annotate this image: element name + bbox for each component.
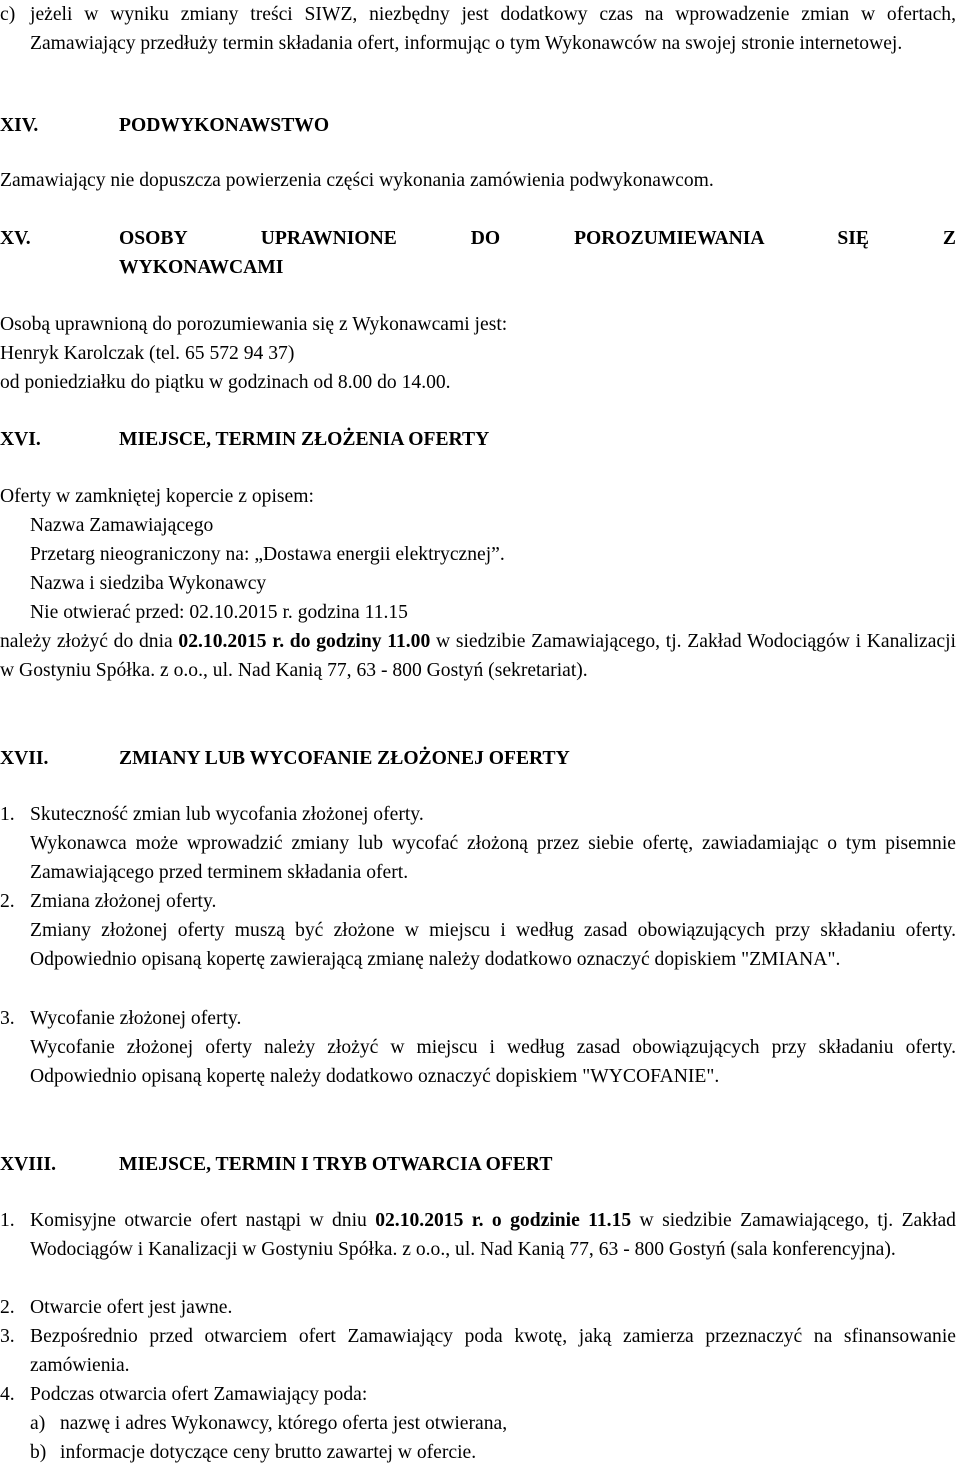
list-item-1 [0, 800, 956, 829]
text-span: w siedzibie Zamawiającego, tj. Zakład Wodociągów i Kanalizacji w Gostyniu Spółka. z o.o., ul. Nad Kanią 77, 63 - 800 Gostyń (sekretariat). [0, 631, 956, 681]
list-label: 1. [0, 804, 15, 825]
contact-hours: od poniedziałku do piątku w godzinach od 8.00 do 14.00. [0, 372, 451, 393]
list-text: Wycofanie złożonej oferty. [30, 1008, 242, 1029]
submission-paragraph [0, 627, 956, 685]
list-text: Otwarcie ofert jest jawne. [30, 1297, 233, 1318]
section-title: MIEJSCE, TERMIN I TRYB OTWARCIA OFERT [119, 1154, 553, 1175]
paragraph: Zamawiający nie dopuszcza powierzenia części wykonania zamówienia podwykonawcom. [0, 170, 714, 191]
list-item-3 [0, 1322, 956, 1380]
paragraph: Wycofanie złożonej oferty należy złożyć w miejscu i według zasad obowiązujących przy składaniu oferty. Odpowiednio opisaną kopertę należy dodatkowo oznaczyć dopiskiem "WYCOFANIE". [30, 1037, 956, 1087]
list-label: 4. [0, 1384, 15, 1405]
paragraph: Zmiany złożonej oferty muszą być złożone w miejscu i według zasad obowiązujących przy składaniu oferty. Odpowiednio opisaną kopertę zawierającą zmianę należy dodatkowo oznaczyć dopiskiem "ZMIANA". [30, 920, 956, 970]
list-label: c) [0, 4, 16, 25]
list-text: Podczas otwarcia ofert Zamawiający poda: [30, 1384, 368, 1405]
opening-date: 02.10.2015 r. o godzinie 11.15 [375, 1210, 632, 1231]
list-item-3 [0, 1004, 956, 1033]
section-title: OSOBY UPRAWNIONE DO POROZUMIEWANIA SIĘ Z [119, 228, 956, 249]
list-item-1 [0, 1206, 956, 1264]
list-label: 3. [0, 1008, 15, 1029]
list-label: 3. [0, 1326, 15, 1347]
paragraph: Osobą uprawnioną do porozumiewania się z Wykonawcami jest: [0, 314, 508, 335]
section-number: XVII. [0, 748, 49, 769]
list-text: jeżeli w wyniku zmiany treści SIWZ, niezbędny jest dodatkowy czas na wprowadzenie zmian w ofertach, Zamawiający przedłuży termin składania ofert, informując o tym Wykonawców na swojej stronie internetowej. [30, 4, 956, 54]
text-span: w siedzibie Zamawiającego, tj. Zakład Wodociągów i Kanalizacji w Gostyniu Spółka. z o.o., ul. Nad Kanią 77, 63 - 800 Gostyń (sala konferencyjna). [30, 1210, 956, 1260]
section-title: MIEJSCE, TERMIN ZŁOŻENIA OFERTY [119, 429, 490, 450]
text-span: Komisyjne otwarcie ofert nastąpi w dniu [30, 1210, 376, 1231]
list-label: 2. [0, 891, 15, 912]
section-heading-xv [0, 224, 956, 282]
list-item-2 [0, 1293, 956, 1322]
list-text: Bezpośrednio przed otwarciem ofert Zamawiający poda kwotę, jaką zamierza przeznaczyć na sfinansowanie zamówienia. [30, 1326, 956, 1376]
section-heading-xvi [0, 425, 956, 454]
sub-item-a [0, 1409, 956, 1438]
section-heading-xiv [0, 111, 956, 140]
list-text: Skuteczność zmian lub wycofania złożonej oferty. [30, 804, 424, 825]
list-label: a) [30, 1413, 46, 1434]
list-text [30, 1206, 956, 1264]
section-title: PODWYKONAWSTWO [119, 115, 330, 136]
sub-item-b [0, 1438, 956, 1467]
list-text: Zmiana złożonej oferty. [30, 891, 217, 912]
envelope-line: Nie otwierać przed: 02.10.2015 r. godzina 11.15 [30, 602, 408, 623]
list-text: nazwę i adres Wykonawcy, którego oferta jest otwierana, [60, 1413, 508, 1434]
section-number: XIV. [0, 115, 39, 136]
list-item-4 [0, 1380, 956, 1409]
section-number: XVIII. [0, 1154, 57, 1175]
list-label: b) [30, 1442, 47, 1463]
list-label: 1. [0, 1210, 15, 1231]
list-label: 2. [0, 1297, 15, 1318]
section-title-wrap [119, 224, 956, 282]
section-title: ZMIANY LUB WYCOFANIE ZŁOŻONEJ OFERTY [119, 748, 570, 769]
envelope-line: Przetarg nieograniczony na: „Dostawa energii elektrycznej”. [30, 544, 505, 565]
list-text: informacje dotyczące ceny brutto zawartej w ofercie. [60, 1442, 477, 1463]
section-number: XV. [0, 228, 31, 249]
section-number: XVI. [0, 429, 41, 450]
submission-deadline: 02.10.2015 r. do godziny 11.00 [178, 631, 431, 652]
paragraph: Oferty w zamkniętej kopercie z opisem: [0, 486, 314, 507]
section-heading-xviii [0, 1150, 956, 1179]
list-item-c [0, 0, 956, 58]
text-span: należy złożyć do dnia [0, 631, 179, 652]
list-item-2 [0, 887, 956, 916]
section-title-cont: WYKONAWCAMI [119, 257, 284, 278]
contact-person: Henryk Karolczak (tel. 65 572 94 37) [0, 343, 295, 364]
envelope-line: Nazwa Zamawiającego [30, 515, 214, 536]
section-heading-xvii [0, 744, 956, 773]
paragraph: Wykonawca może wprowadzić zmiany lub wycofać złożoną przez siebie ofertę, zawiadamiając o tym pisemnie Zamawiającego przed terminem składania ofert. [30, 833, 956, 883]
envelope-line: Nazwa i siedziba Wykonawcy [30, 573, 267, 594]
